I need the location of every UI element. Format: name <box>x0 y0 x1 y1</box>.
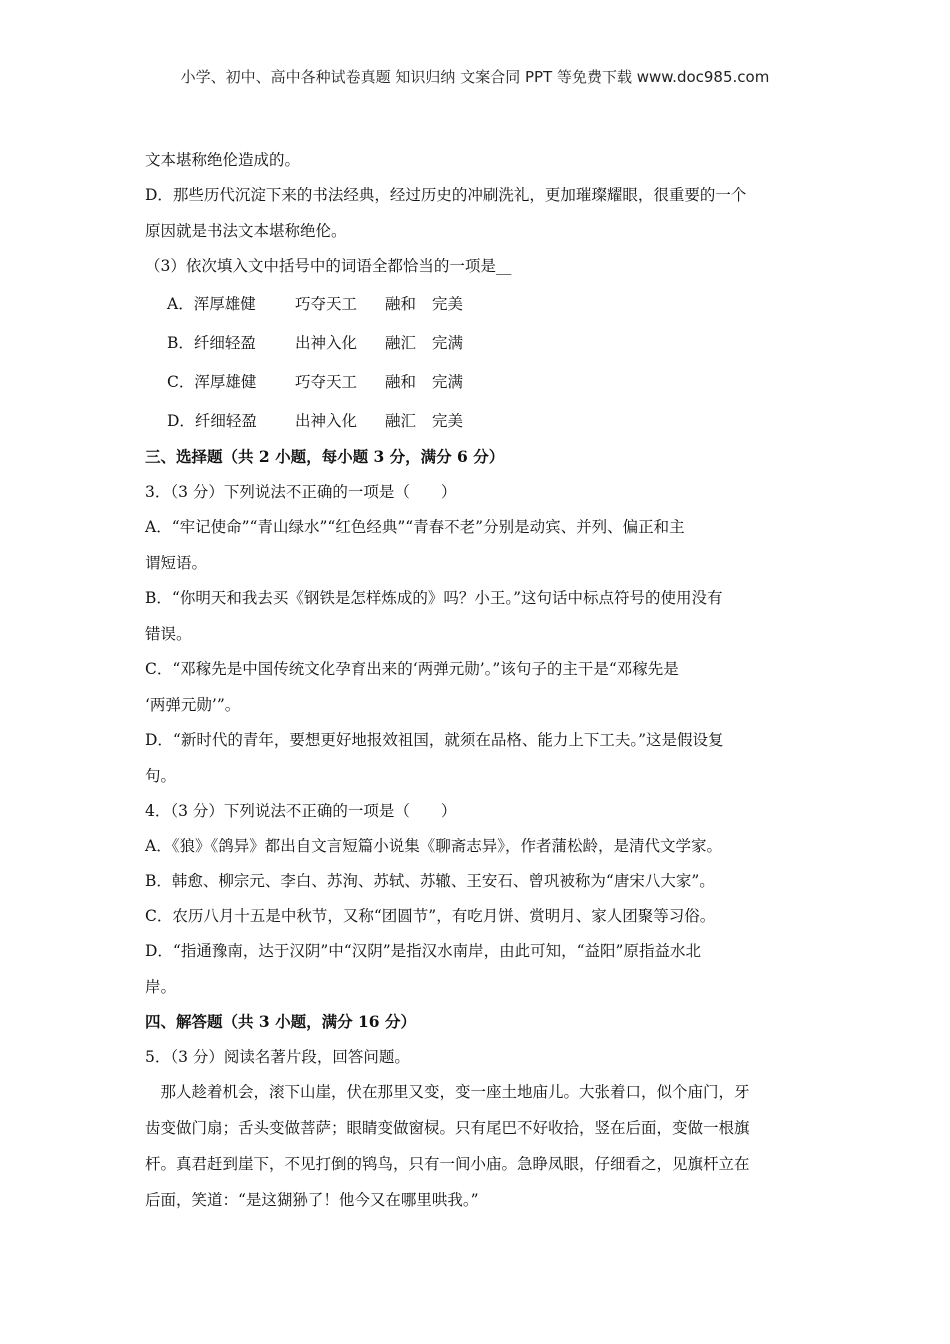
q3-stem: 3．（3 分）下列说法不正确的一项是（ ） <box>145 483 457 501</box>
q5-passage-line2: 齿变做门扇；舌头变做菩萨；眼睛变做窗棂。只有尾巴不好收拾，竖在后面，变做一根旗 <box>145 1119 750 1137</box>
q2-continued-text: 文本堪称绝伦造成的。 <box>145 151 301 169</box>
q4-stem: 4．（3 分）下列说法不正确的一项是（ ） <box>145 802 457 820</box>
q4-option-a: A．《狼》《鸽异》都出自文言短篇小说集《聊斋志异》，作者蒲松龄，是清代文学家。 <box>145 837 722 855</box>
q3-option-a-line1: A．“牢记使命”“青山绿水”“红色经典”“青春不老”分别是动宾、并列、偏正和主 <box>145 518 685 536</box>
option-label: D．纤细轻盈 <box>167 412 257 430</box>
q5-passage-line3: 杆。真君赶到崖下，不见打倒的鸨鸟，只有一间小庙。急睁凤眼，仔细看之，见旗杆立在 <box>145 1155 750 1173</box>
q5-stem: 5．（3 分）阅读名著片段，回答问题。 <box>145 1048 410 1066</box>
q3-option-d-line1: D．“新时代的青年，要想更好地报效祖国，就须在品格、能力上下工夫。”这是假设复 <box>145 731 724 749</box>
q3-option-b-line1: B．“你明天和我去买《钢铁是怎样炼成的》吗？小王。”这句话中标点符号的使用没有 <box>145 589 723 607</box>
option-word4: 完满 <box>432 373 464 391</box>
option-word2: 巧夺天工 <box>295 295 358 313</box>
option-word3: 融汇 <box>385 412 417 430</box>
q2-sub3-option-d <box>167 411 810 431</box>
q3-option-c-line1: C．“邓稼先是中国传统文化孕育出来的‘两弹元勋’。”该句子的主干是“邓稼先是 <box>145 660 679 678</box>
q2-sub3-stem: （3）依次填入文中括号中的词语全都恰当的一项是__ <box>145 257 512 275</box>
q4-option-d-line2: 岸。 <box>145 978 177 996</box>
option-label: B．纤细轻盈 <box>167 334 256 352</box>
q4-option-d-line1: D．“指通豫南，达于汉阴”中“汉阴”是指汉水南岸，由此可知，“益阳”原指益水北 <box>145 942 701 960</box>
option-word3: 融和 <box>385 295 417 313</box>
option-word4: 完美 <box>432 295 464 313</box>
option-word2: 出神入化 <box>295 334 358 352</box>
option-word2: 出神入化 <box>295 412 358 430</box>
q5-passage-line4: 后面，笑道：“是这猢狲了！他今又在哪里哄我。” <box>145 1191 479 1209</box>
option-word3: 融和 <box>385 373 417 391</box>
q2-option-d-line2: 原因就是书法文本堪称绝伦。 <box>145 222 347 240</box>
section3-title: 三、选择题（共 2 小题，每小题 3 分，满分 6 分） <box>145 447 505 466</box>
page-header: 小学、初中、高中各种试卷真题 知识归纳 文案合同 PPT 等免费下载 www.doc985.com <box>180 68 770 86</box>
option-label: C．浑厚雄健 <box>167 373 257 391</box>
q3-option-c-line2: ‘两弹元勋’”。 <box>145 696 241 714</box>
q4-option-c: C．农历八月十五是中秋节，又称“团圆节”，有吃月饼、赏明月、家人团聚等习俗。 <box>145 907 716 925</box>
q2-option-d-line1: D．那些历代沉淀下来的书法经典，经过历史的冲刷洗礼，更加璀璨耀眼，很重要的一个 <box>145 186 747 204</box>
q2-sub3-option-c <box>167 372 810 392</box>
section4-title: 四、解答题（共 3 小题，满分 16 分） <box>145 1012 416 1031</box>
option-label: A．浑厚雄健 <box>167 295 256 313</box>
option-word3: 融汇 <box>385 334 417 352</box>
option-word2: 巧夺天工 <box>295 373 358 391</box>
option-word4: 完满 <box>432 334 464 352</box>
option-word4: 完美 <box>432 412 464 430</box>
document-body <box>145 144 810 1210</box>
q3-option-b-line2: 错误。 <box>145 625 192 643</box>
q3-option-a-line2: 谓短语。 <box>145 554 208 572</box>
q2-sub3-option-a <box>167 294 810 314</box>
q5-passage-line1: 那人趁着机会，滚下山崖，伏在那里又变，变一座土地庙儿。大张着口，似个庙门，牙 <box>145 1083 750 1101</box>
q3-option-d-line2: 句。 <box>145 767 177 785</box>
q2-sub3-option-b <box>167 333 810 353</box>
q4-option-b: B．韩愈、柳宗元、李白、苏洵、苏轼、苏辙、王安石、曾巩被称为“唐宋八大家”。 <box>145 872 715 890</box>
